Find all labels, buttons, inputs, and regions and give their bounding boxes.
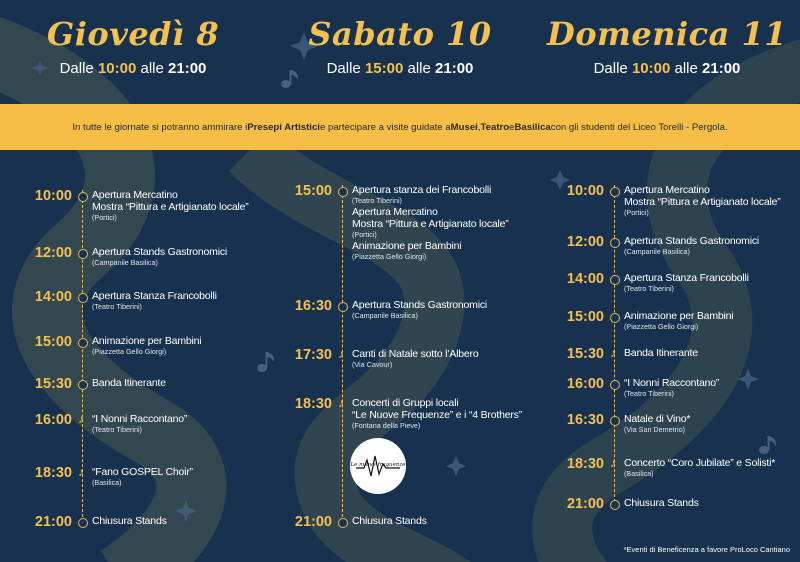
- timeline-dot: [610, 275, 620, 285]
- day-header-thursday: [0, 14, 266, 77]
- event-place: (Teatro Tiberini): [352, 196, 402, 205]
- event-time: 16:30: [566, 412, 604, 428]
- timeline-dot: [610, 416, 620, 426]
- day-title: Giovedì 8: [46, 15, 220, 53]
- event-title: Apertura stanza dei Francobolli: [352, 184, 492, 196]
- event-title: “Fano GOSPEL Choir”: [92, 466, 193, 478]
- event-place: (Via Cavour): [352, 360, 393, 369]
- event-place: (Portici): [624, 208, 649, 217]
- event-details: [92, 290, 276, 312]
- event-details: [352, 348, 536, 370]
- timeline-dot: [78, 293, 88, 303]
- music-note-icon: ♪: [338, 347, 344, 361]
- event-time: 16:30: [294, 298, 332, 314]
- event-time: 18:30: [566, 456, 604, 472]
- event-title: Natale di Vino*: [624, 413, 691, 425]
- event-place: (Campanile Basilica): [92, 258, 158, 267]
- timeline-line: [614, 185, 615, 502]
- event-title: Animazione per Bambini: [92, 335, 202, 347]
- event-title: Apertura Stands Gastronomici: [92, 246, 228, 258]
- event-time: 21:00: [294, 514, 332, 530]
- event-title: Chiusura Stands: [92, 515, 167, 527]
- music-note-icon: ♪: [610, 346, 616, 360]
- event-place: (Basilica): [624, 469, 654, 478]
- timeline-dot: [78, 192, 88, 202]
- event-title: Apertura Stanza Francobolli: [624, 272, 749, 284]
- event-place: (Portici): [352, 230, 377, 239]
- event-details: [352, 515, 536, 527]
- banner-text: In tutte le giornate si potranno ammirare i Presepi Artistici e partecipare a visite guidate a Musei , Teatro e Basilica con gli studenti del Liceo Torelli - Pergola.: [72, 121, 728, 133]
- music-note-icon: ♪: [78, 412, 84, 426]
- day-hours: Dalle 10:00 alle 21:00: [593, 60, 741, 77]
- event-time: 21:00: [566, 496, 604, 512]
- event-time: 14:00: [34, 289, 72, 305]
- music-note-icon: ♪: [338, 396, 344, 410]
- event-title: Banda Itinerante: [92, 377, 166, 389]
- event-time: 12:00: [566, 234, 604, 250]
- event-details: [624, 377, 800, 399]
- event-time: 18:30: [34, 465, 72, 481]
- event-title: Banda Itinerante: [624, 347, 698, 359]
- timeline-dot: [610, 313, 620, 323]
- timeline-dot: [338, 518, 348, 528]
- schedule-column-saturday: [274, 150, 540, 550]
- event-details: [92, 413, 276, 435]
- event-place: (Teatro Tiberini): [624, 284, 674, 293]
- event-title: Mostra “Pittura e Artigianato locale”: [624, 196, 781, 208]
- event-details: [624, 310, 800, 332]
- event-details: [352, 397, 536, 431]
- event-place: (Fontana della Pieve): [352, 421, 421, 430]
- le-nuove-frequenze-logo: [350, 438, 406, 494]
- timeline-dot: [78, 380, 88, 390]
- timeline-dot: [78, 338, 88, 348]
- event-place: (Teatro Tiberini): [624, 389, 674, 398]
- event-details: [624, 272, 800, 294]
- event-details: [92, 515, 276, 527]
- event-place: (Teatro Tiberini): [92, 302, 142, 311]
- event-details: [92, 246, 276, 268]
- day-title: Domenica 11: [546, 15, 788, 53]
- event-details: [92, 466, 276, 488]
- event-title: Mostra “Pittura e Artigianato locale”: [92, 201, 249, 213]
- event-title: “I Nonni Raccontano”: [624, 377, 720, 389]
- timeline-dot: [610, 238, 620, 248]
- event-title: Apertura Stands Gastronomici: [352, 299, 488, 311]
- event-place: (Basilica): [92, 478, 122, 487]
- timeline-dot: [610, 500, 620, 510]
- event-details: [624, 497, 800, 509]
- event-title: “I Nonni Raccontano”: [92, 413, 188, 425]
- event-details: [92, 335, 276, 357]
- timeline-dot: [78, 518, 88, 528]
- event-time: 17:30: [294, 347, 332, 363]
- event-details: [352, 184, 536, 262]
- event-title: Mostra “Pittura e Artigianato locale”: [352, 218, 509, 230]
- event-title: Concerti di Gruppi locali: [352, 397, 459, 409]
- event-time: 15:30: [566, 346, 604, 362]
- event-time: 15:00: [566, 309, 604, 325]
- event-title: Apertura Stanza Francobolli: [92, 290, 217, 302]
- music-note-icon: ♪: [610, 456, 616, 470]
- event-title: Apertura Stands Gastronomici: [624, 235, 760, 247]
- event-details: [624, 457, 800, 479]
- event-title: Animazione per Bambini: [624, 310, 734, 322]
- timeline-dot: [610, 187, 620, 197]
- schedule-column-sunday: [548, 150, 800, 550]
- event-place: (Portici): [92, 213, 117, 222]
- footnote: *Eventi di Beneficenza a favore ProLoco Cantiano: [623, 545, 790, 554]
- event-time: 15:30: [34, 376, 72, 392]
- timeline-dot: [338, 302, 348, 312]
- event-title: Apertura Mercatino: [624, 184, 710, 196]
- event-details: [624, 235, 800, 257]
- day-hours: Dalle 10:00 alle 21:00: [59, 60, 207, 77]
- schedule-column-thursday: [14, 150, 280, 550]
- day-header-saturday: [267, 14, 533, 77]
- event-details: [92, 189, 276, 223]
- event-place: (Via San Demetrio): [624, 425, 685, 434]
- event-time: 14:00: [566, 271, 604, 287]
- day-title: Sabato 10: [308, 15, 492, 53]
- logo-text: Le nuove frequenze: [350, 462, 406, 468]
- event-time: 10:00: [566, 183, 604, 199]
- event-time: 15:00: [294, 183, 332, 199]
- event-place: (Piazzetta Gello Giorgi): [352, 252, 427, 261]
- event-time: 16:00: [34, 412, 72, 428]
- event-time: 12:00: [34, 245, 72, 261]
- event-details: [624, 413, 800, 435]
- event-title: Animazione per Bambini: [352, 240, 462, 252]
- event-place: (Teatro Tiberini): [92, 425, 142, 434]
- event-title: “Le Nuove Frequenze” e i “4 Brothers”: [352, 409, 523, 421]
- day-header-sunday: [534, 14, 800, 77]
- event-details: [624, 347, 800, 359]
- event-details: [624, 184, 800, 218]
- timeline-dot: [610, 380, 620, 390]
- event-time: 21:00: [34, 514, 72, 530]
- music-note-icon: ♪: [78, 465, 84, 479]
- event-place: (Campanile Basilica): [352, 311, 418, 320]
- event-time: 15:00: [34, 334, 72, 350]
- event-title: Chiusura Stands: [624, 497, 699, 509]
- event-title: Apertura Mercatino: [92, 189, 178, 201]
- day-hours: Dalle 15:00 alle 21:00: [326, 60, 474, 77]
- event-time: 16:00: [566, 376, 604, 392]
- timeline-dot: [78, 249, 88, 259]
- event-place: (Campanile Basilica): [624, 247, 690, 256]
- event-title: Chiusura Stands: [352, 515, 427, 527]
- event-title: Apertura Mercatino: [352, 206, 438, 218]
- event-title: Canti di Natale sotto l’Albero: [352, 348, 479, 360]
- event-place: (Piazzetta Gello Giorgi): [624, 322, 699, 331]
- event-title: Concerto “Coro Jubilate” e Solisti*: [624, 457, 776, 469]
- event-time: 18:30: [294, 396, 332, 412]
- timeline-dot: [338, 187, 348, 197]
- event-place: (Piazzetta Gello Giorgi): [92, 347, 167, 356]
- event-time: 10:00: [34, 188, 72, 204]
- info-banner: [0, 104, 800, 150]
- event-details: [352, 299, 536, 321]
- event-details: [92, 377, 276, 389]
